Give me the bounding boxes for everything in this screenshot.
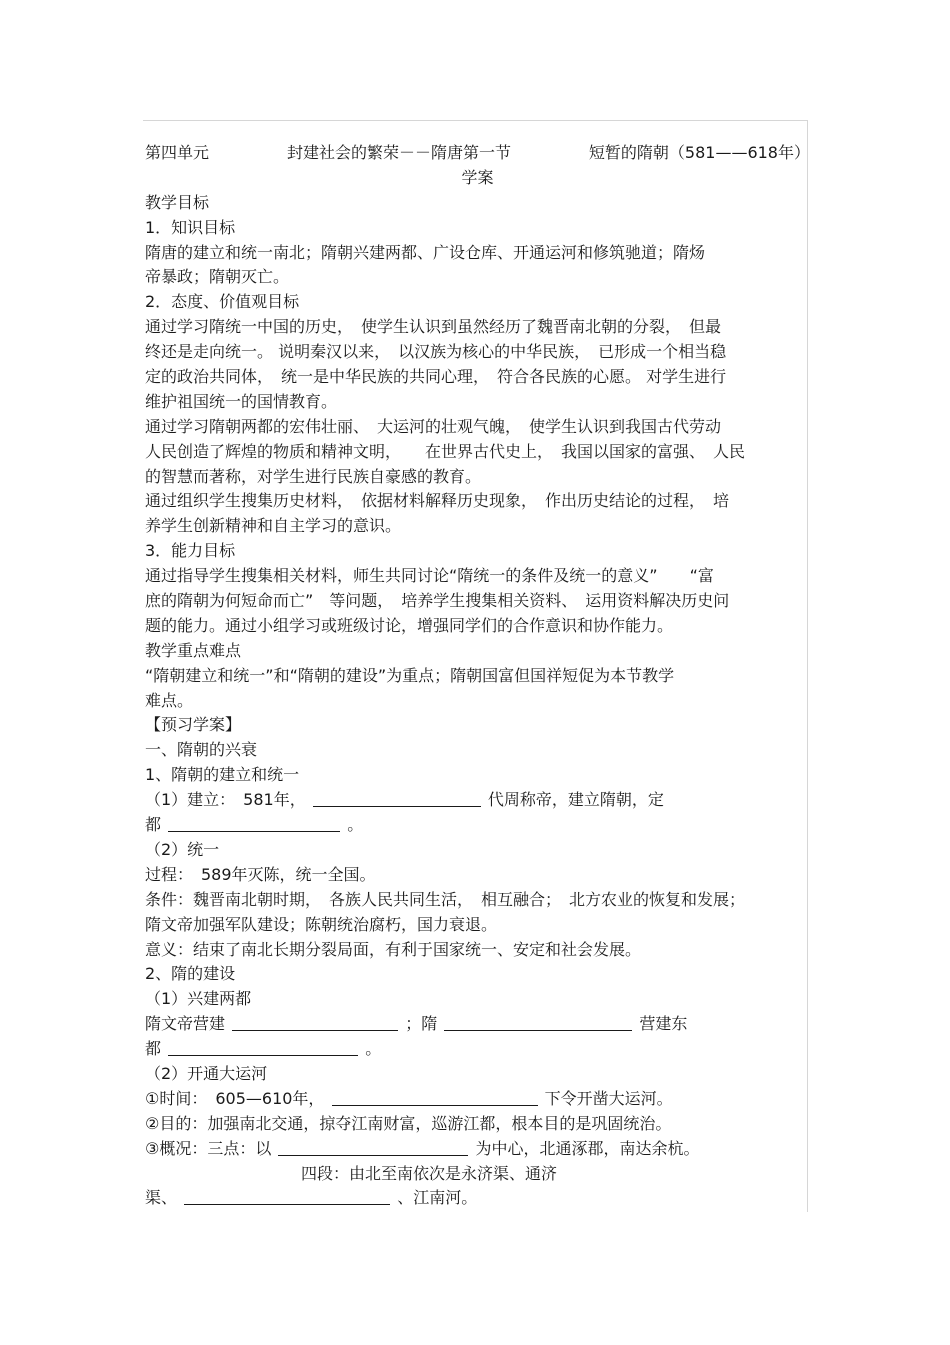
east-capital-text: 都	[145, 1039, 162, 1059]
doc-type: 学案	[461, 167, 494, 187]
attitude-text: 维护祖国统一的国情教育。	[145, 391, 338, 411]
emperor-blank[interactable]	[444, 1013, 632, 1031]
east-capital-blank[interactable]	[168, 1038, 358, 1056]
canal-overview-text: 为中心，北通涿郡，南达余杭。	[475, 1138, 700, 1158]
ability-text: 题的能力。通过小组学习或班级讨论，增强同学们的合作意识和协作能力。	[145, 615, 674, 635]
attitude-heading: 2．态度、价值观目标	[145, 292, 300, 312]
canal-list-line	[145, 1186, 810, 1211]
attitude-text: 养学生创新精神和自主学习的意识。	[145, 516, 402, 536]
capital-text: 。	[347, 815, 364, 835]
preview-heading: 【预习学案】	[145, 715, 242, 735]
attitude-text: 通过组织学生搜集历史材料， 依据材料解释历史现象， 作出历史结论的过程， 培	[145, 491, 730, 511]
attitude-text: 定的政治共同体， 统一是中华民族的共同心理， 符合各民族的心愿。 对学生进行	[145, 367, 727, 387]
section-heading: 一、隋朝的兴衰	[145, 740, 258, 760]
process-text: 过程： 589年灭陈，统一全国。	[145, 864, 376, 884]
subsection-heading: 2、隋的建设	[145, 964, 236, 984]
ability-heading: 3．能力目标	[145, 541, 236, 561]
two-capitals-text: 隋文帝营建	[145, 1014, 226, 1034]
capital-blank[interactable]	[168, 814, 340, 832]
subsection-heading: 1、隋朝的建立和统一	[145, 765, 300, 785]
attitude-text: 终还是走向统一。 说明秦汉以来， 以汉族为核心的中华民族， 已形成一个相当稳	[145, 342, 727, 362]
key-points-text: “隋朝建立和统一”和“隋朝的建设”为重点；隋朝国富但国祥短促为本节教学	[145, 665, 675, 685]
canal-overview-line	[145, 1137, 810, 1162]
founding-text: 代周称帝，建立隋朝，定	[487, 790, 664, 810]
attitude-text: 人民创造了辉煌的物质和精神文明， 在世界古代史上， 我国以国家的富强、 人民	[145, 441, 746, 461]
attitude-text: 的智慧而著称，对学生进行民族自豪感的教育。	[145, 466, 482, 486]
canal-heading: （2）开通大运河	[145, 1063, 268, 1083]
meaning-text: 意义：结束了南北长期分裂局面，有利于国家统一、安定和社会发展。	[145, 939, 642, 959]
build-heading: （1）兴建两都	[145, 989, 252, 1009]
two-capitals-text: ；隋	[405, 1014, 438, 1034]
canal-overview-text: ③概况：三点：以	[145, 1138, 272, 1158]
unify-heading: （2）统一	[145, 839, 220, 859]
attitude-text: 通过学习隋统一中国的历史， 使学生认识到虽然经历了魏晋南北朝的分裂， 但最	[145, 317, 722, 337]
west-capital-blank[interactable]	[232, 1013, 398, 1031]
title-unit: 第四单元	[145, 143, 210, 162]
founding-text: （1）建立： 581年，	[145, 790, 306, 810]
canal-time-text: ①时间： 605—610年，	[145, 1088, 325, 1108]
ability-text: 通过指导学生搜集相关材料，师生共同讨论“隋统一的条件及统一的意义” “富	[145, 566, 714, 586]
canal-time-line	[145, 1087, 810, 1112]
capital-text: 都	[145, 815, 162, 835]
knowledge-text: 帝暴政；隋朝灭亡。	[145, 267, 290, 287]
title-chapter: 封建社会的繁荣－－隋唐第一节	[286, 143, 511, 162]
doc-title-line	[145, 141, 810, 166]
canal-ruler-blank[interactable]	[332, 1088, 538, 1106]
key-points-text: 难点。	[145, 690, 194, 710]
knowledge-text: 隋唐的建立和统一南北；隋朝兴建两都、广设仓库、开通运河和修筑驰道；隋炀	[145, 242, 706, 262]
canal-name-blank[interactable]	[184, 1187, 390, 1205]
two-capitals-text: 营建东	[639, 1014, 688, 1034]
document-body	[145, 141, 810, 1211]
founder-blank[interactable]	[313, 789, 481, 807]
two-capitals-line	[145, 1012, 810, 1037]
canal-purpose: ②目的：加强南北交通，掠夺江南财富，巡游江都，根本目的是巩固统治。	[145, 1113, 672, 1133]
conditions-text: 条件：魏晋南北朝时期， 各族人民共同生活， 相互融合； 北方农业的恢复和发展；	[145, 889, 746, 909]
canal-time-text: 下令开凿大运河。	[544, 1088, 673, 1108]
conditions-text: 隋文帝加强军队建设；陈朝统治腐朽，国力衰退。	[145, 914, 498, 934]
canal-list-text: 渠、	[145, 1188, 178, 1208]
attitude-text: 通过学习隋朝两都的宏伟壮丽、 大运河的壮观气魄， 使学生认识到我国古代劳动	[145, 416, 722, 436]
ability-text: 庶的隋朝为何短命而亡” 等问题， 培养学生搜集相关资料、 运用资料解决历史问	[145, 591, 730, 611]
objectives-heading: 教学目标	[145, 192, 210, 212]
canal-list-text: 、江南河。	[397, 1188, 478, 1208]
title-lesson: 短暂的隋朝（581——618年）	[588, 143, 810, 162]
canal-segments: 四段：由北至南依次是永济渠、通济	[301, 1163, 558, 1183]
canal-center-blank[interactable]	[278, 1138, 468, 1156]
knowledge-heading: 1．知识目标	[145, 217, 236, 237]
capital-line	[145, 813, 810, 838]
east-capital-text: 。	[365, 1039, 382, 1059]
east-capital-line	[145, 1037, 810, 1062]
key-points-heading: 教学重点难点	[145, 640, 242, 660]
founding-line	[145, 788, 810, 813]
